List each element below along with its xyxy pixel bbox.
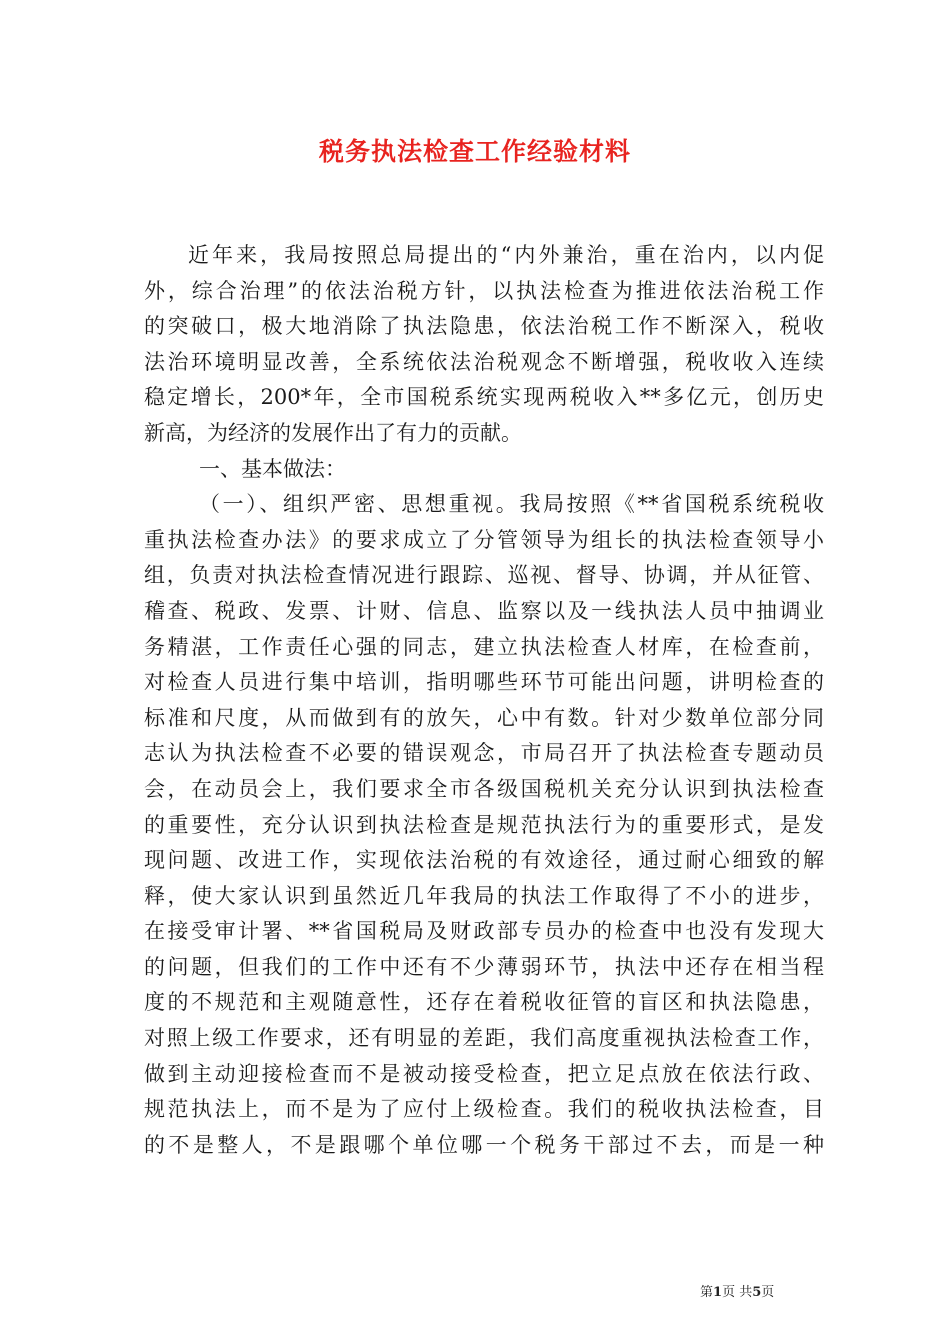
text-line: 务精湛，工作责任心强的同志，建立执法检查人材库，在检查前， (144, 634, 824, 659)
text-line: 的重要性，充分认识到执法检查是规范执法行为的重要形式，是发 (144, 812, 824, 837)
text-line: 新高，为经济的发展作出了有力的贡献。 (144, 420, 522, 445)
text-line: 稽查、税政、发票、计财、信息、监察以及一线执法人员中抽调业 (144, 598, 824, 623)
text-line: 度的不规范和主观随意性，还存在着税收征管的盲区和执法隐患， (144, 990, 824, 1015)
text-line: 规范执法上，而不是为了应付上级检查。我们的税收执法检查，目 (144, 1097, 824, 1122)
text-line: 对检查人员进行集中培训，指明哪些环节可能出问题，讲明检查的 (144, 670, 824, 695)
text-line: 志认为执法检查不必要的错误观念，市局召开了执法检查专题动员 (144, 741, 824, 766)
text-line: 做到主动迎接检查而不是被动接受检查，把立足点放在依法行政、 (144, 1061, 824, 1086)
text-line: 一、基本做法： (199, 456, 346, 481)
footer-middle: 页 共 (722, 1285, 753, 1300)
text-line: 的突破口，极大地消除了执法隐患，依法治税工作不断深入，税收 (144, 314, 824, 339)
text-line: 标准和尺度，从而做到有的放矢，心中有数。针对少数单位部分同 (144, 705, 824, 730)
text-line: 法治环境明显改善，全系统依法治税观念不断增强，税收收入连续 (144, 349, 824, 374)
text-line: 稳定增长，200*年，全市国税系统实现两税收入**多亿元，创历史 (144, 385, 824, 410)
document-title: 税务执法检查工作经验材料 (318, 137, 631, 166)
text-line: 会，在动员会上，我们要求全市各级国税机关充分认识到执法检查 (144, 776, 824, 801)
text-line: 重执法检查办法》的要求成立了分管领导为组长的执法检查领导小 (144, 527, 824, 552)
text-line: （一）、组织严密、思想重视。我局按照《**省国税系统税收 (199, 492, 824, 517)
footer-total-pages: 5 (752, 1285, 762, 1300)
document-body (144, 238, 824, 1163)
footer-prefix: 第 (700, 1285, 714, 1300)
text-line: 的不是整人，不是跟哪个单位哪一个税务干部过不去，而是一种 (144, 1132, 824, 1157)
page-footer (700, 1281, 774, 1300)
text-line: 在接受审计署、**省国税局及财政部专员办的检查中也没有发现大 (144, 919, 824, 944)
text-line: 现问题、改进工作，实现依法治税的有效途径，通过耐心细致的解 (144, 848, 824, 873)
footer-page-number: 1 (713, 1285, 723, 1300)
text-line: 的问题，但我们的工作中还有不少薄弱环节，执法中还存在相当程 (144, 954, 824, 979)
text-line: 近年来，我局按照总局提出的“内外兼治，重在治内，以内促 (188, 243, 824, 267)
text-line: 组，负责对执法检查情况进行跟踪、巡视、督导、协调，并从征管、 (144, 563, 824, 588)
text-line: 外，综合治理”的依法治税方针，以执法检查为推进依法治税工作 (144, 278, 824, 303)
footer-suffix: 页 (761, 1285, 775, 1300)
text-line: 释，使大家认识到虽然近几年我局的执法工作取得了不小的进步， (144, 883, 824, 908)
text-line: 对照上级工作要求，还有明显的差距，我们高度重视执法检查工作， (144, 1026, 824, 1051)
